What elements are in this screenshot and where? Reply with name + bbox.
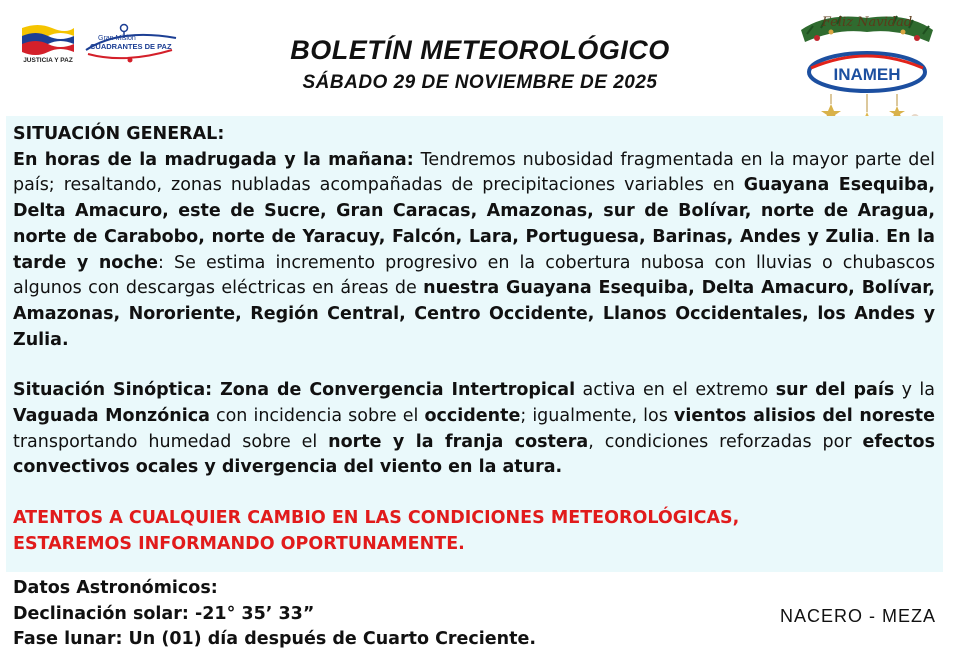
author-credit: NACERO - MEZA [779,606,936,626]
synoptic-paragraph: Situación Sinóptica: Zona de Convergencia Intertropical activa en el extremo sur del país y la Vaguada Monzónica con incidencia sobre el occidente; igualmente, los vientos alisios del noreste transportando humedad sobre el norte y la franja costera, condiciones reforzadas por efectos convectivos ocales y divergencia del viento en la atura. [13,380,935,478]
bulletin-title: BOLETÍN METEOROLÓGICO [290,35,670,65]
cuadrantes-de-paz-logo [80,20,180,66]
bulletin-date: SÁBADO 29 DE NOVIEMBRE DE 2025 [302,72,658,93]
bulletin-header [205,34,755,96]
alert-line-1: ATENTOS A CUALQUIER CAMBIO EN LAS CONDICIONES METEOROLÓGICAS, [13,508,740,529]
feliz-navidad-text: Feliz Navidad [821,15,913,30]
astro-heading: Datos Astronómicos: [13,578,218,598]
solar-declination: Declinación solar: -21° 35’ 33” [13,603,315,624]
forecast-paragraph: En horas de la madrugada y la mañana: Tendremos nubosidad fragmentada en la mayor parte del país; resaltando, zonas nubladas acompañadas de precipitaciones variables en Guayana Esequiba, Delta Amacuro, este de Sucre, Gran Caracas, Amazonas, sur de Bolívar, norte de Aragua, norte de Carabobo, norte de Yaracuy, Falcón, Lara, Portuguesa, Barinas, Andes y Zulia. En la tarde y noche: Se estima incremento progresivo en la cobertura nubosa con lluvias o chubascos algunos con descargas eléctricas en áreas de nuestra Guayana Esequiba, Delta Amacuro, Bolívar, Amazonas, Nororiente, Región Central, Centro Occidente, Llanos Occidentales, los Andes y Zulia. [13,149,936,350]
svg-text:Gran Misión: Gran Misión [98,35,136,42]
svg-text:JUSTICIA Y PAZ: JUSTICIA Y PAZ [23,57,73,64]
general-situation-heading: SITUACIÓN GENERAL: [13,124,225,144]
general-situation-panel [6,116,943,572]
justicia-y-paz-logo [18,22,78,64]
alert-line-2: ESTAREMOS INFORMANDO OPORTUNAMENTE. [13,533,465,554]
astronomical-data [13,576,536,653]
inameh-text: INAMEH [833,65,901,84]
flag-icon [18,22,78,64]
moon-phase: Fase lunar: Un (01) día después de Cuarto Creciente. [13,629,537,650]
svg-text:CUADRANTES DE PAZ: CUADRANTES DE PAZ [90,42,172,51]
